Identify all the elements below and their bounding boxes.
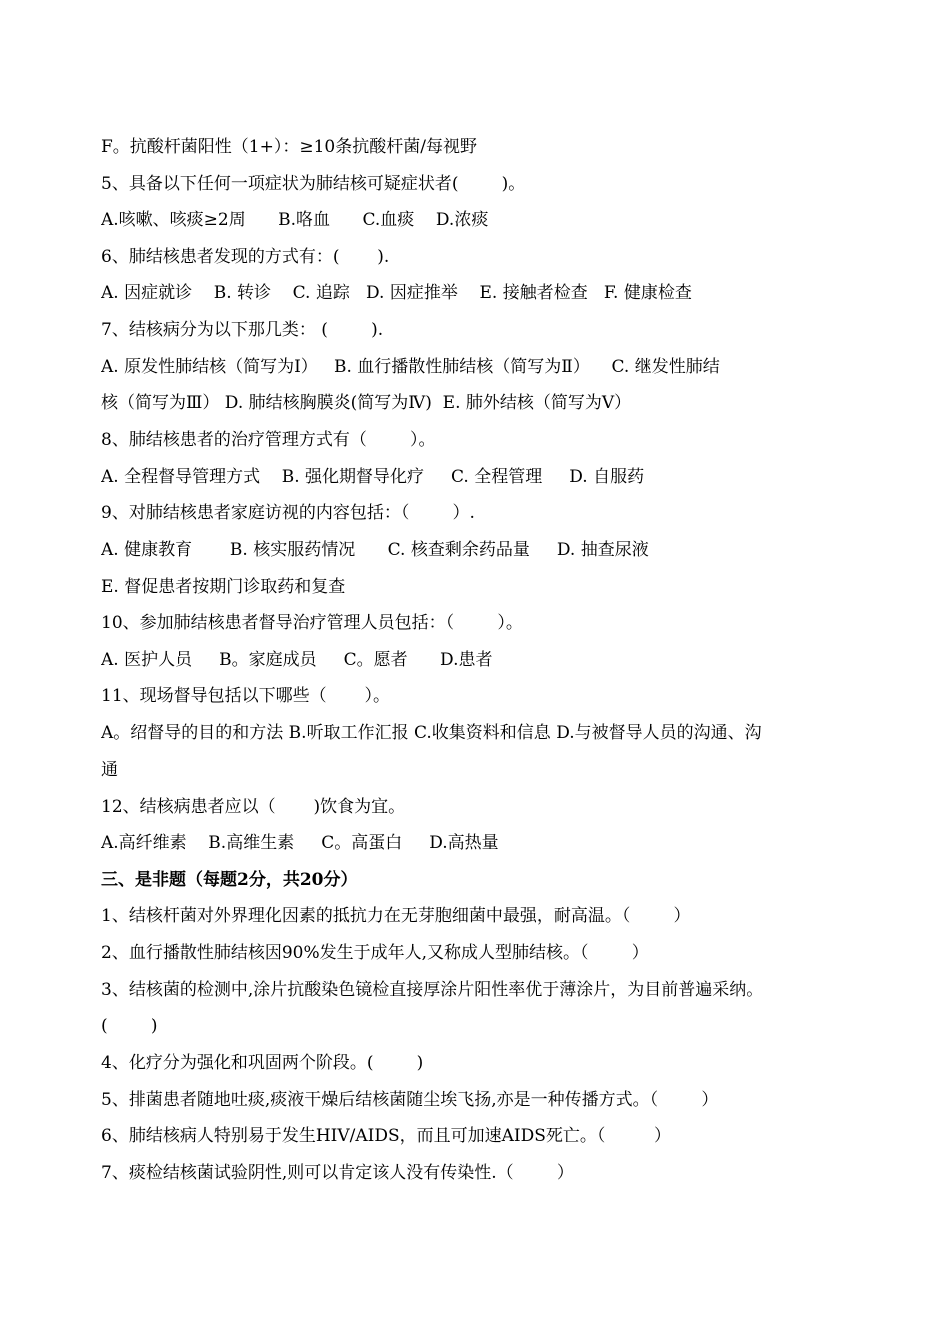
question-5-options: A.咳嗽、咳痰≥2周 B.咯血 C.血痰 D.浓痰 [101,210,489,230]
question-7-options-line-2: 核（简写为Ⅲ） D. 肺结核胸膜炎(简写为Ⅳ) E. 肺外结核（简写为Ⅴ） [101,393,632,413]
true-false-5: 5、排菌患者随地吐痰,痰液干燥后结核菌随尘埃飞扬,亦是一种传播方式。（ ） [101,1090,719,1110]
true-false-3-line-2: ( ) [101,1016,158,1036]
question-10-options: A. 医护人员 B。家庭成员 C。愿者 D.患者 [101,650,493,670]
true-false-4: 4、化疗分为强化和巩固两个阶段。( ) [101,1053,424,1073]
true-false-1: 1、结核杆菌对外界理化因素的抵抗力在无芽胞细菌中最强，耐高温。（ ） [101,906,691,926]
question-6-options: A. 因症就诊 B. 转诊 C. 追踪 D. 因症推举 E. 接触者检查 F. 健康检查 [101,283,692,303]
question-9-options-line-2: E. 督促患者按期门诊取药和复查 [101,577,346,597]
question-11-options-line-1: A。绍督导的目的和方法 B.听取工作汇报 C.收集资料和信息 D.与被督导人员的沟通、沟 [101,723,762,743]
true-false-7: 7、痰检结核菌试验阴性,则可以肯定该人没有传染性.（ ） [101,1163,574,1183]
question-9-options-line-1: A. 健康教育 B. 核实服药情况 C. 核查剩余药品量 D. 抽查尿液 [101,540,649,560]
true-false-2: 2、血行播散性肺结核因90%发生于成年人,又称成人型肺结核。（ ） [101,943,649,963]
question-7: 7、结核病分为以下那几类： ( ). [101,320,384,340]
true-false-3-line-1: 3、结核菌的检测中,涂片抗酸染色镜检直接厚涂片阳性率优于薄涂片，为目前普遍采纳。 [101,980,764,1000]
question-8: 8、肺结核患者的治疗管理方式有（ ）。 [101,430,436,450]
text-line-option-f: F。抗酸杆菌阳性（1+）：≥10条抗酸杆菌/每视野 [101,137,477,157]
true-false-6: 6、肺结核病人特别易于发生HIV/AIDS，而且可加速AIDS死亡。（ ） [101,1126,672,1146]
question-5: 5、具备以下任何一项症状为肺结核可疑症状者( )。 [101,174,526,194]
question-10: 10、参加肺结核患者督导治疗管理人员包括：（ ）。 [101,613,523,633]
question-6: 6、肺结核患者发现的方式有：( ). [101,247,390,267]
question-7-options-line-1: A. 原发性肺结核（简写为Ⅰ） B. 血行播散性肺结核（简写为Ⅱ） C. 继发性肺结 [101,357,720,377]
section-heading-true-false: 三、是非题（每题2分，共20分） [101,870,358,890]
question-12: 12、结核病患者应以（ )饮食为宜。 [101,797,406,817]
question-11: 11、现场督导包括以下哪些（ ）。 [101,686,390,706]
question-8-options: A. 全程督导管理方式 B. 强化期督导化疗 C. 全程管理 D. 自服药 [101,467,645,487]
question-12-options: A.高纤维素 B.高维生素 C。高蛋白 D.高热量 [101,833,499,853]
question-11-options-line-2: 通 [101,760,118,780]
question-9: 9、对肺结核患者家庭访视的内容包括：（ ）. [101,503,475,523]
